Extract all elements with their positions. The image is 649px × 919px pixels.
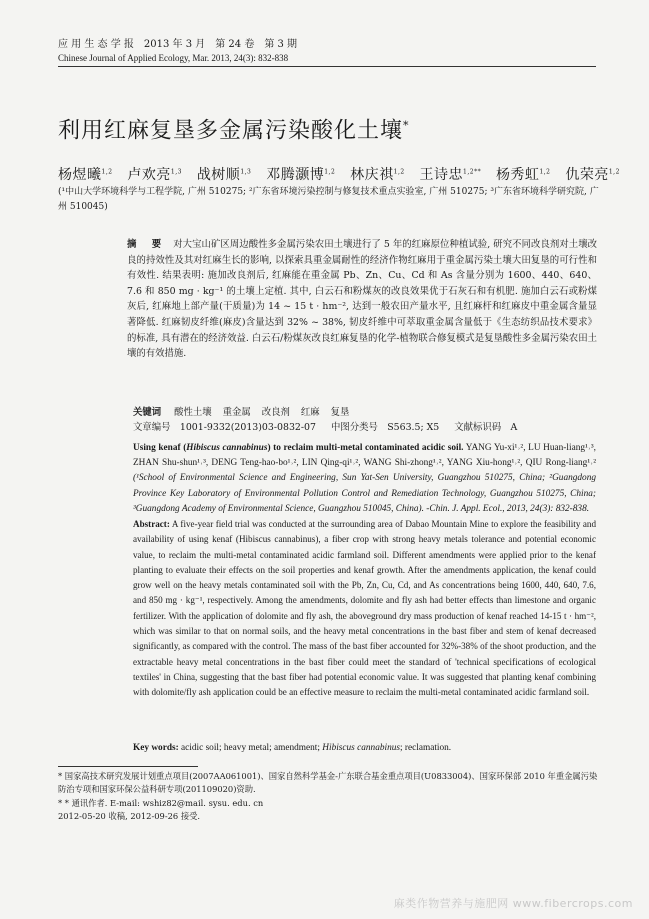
keyword: 复垦 xyxy=(330,407,350,418)
journal-header-en: Chinese Journal of Applied Ecology, Mar. 2013, 24(3): 832-838 xyxy=(58,53,289,63)
abstract-en-text: A five-year field trial was conducted at the surrounding area of Dabao Mountain Mine to explore the feasibility and availability of using kenaf (Hibiscus cannabinus), a fiber crop with strong heavy metals tolerance and potential economic value, to reclaim the multi-metal contaminated acidic farmland soil. Different amendments were applied prior to the kenaf planting to evaluate their effects on the soil properties and kenaf growth. After the amendments application, the kenaf could grow well on the heavy metals contaminated soil with the Pb, Zn, Cu, Cd, and As concentrations being 1600, 440, 640, 7.6, and 850 mg · kg⁻¹, respectively. Among the amendments, dolomite and fly ash had better effects than limestone and organic fertilizer. With the application of dolomite and fly ash, the aboveground dry mass production of kenaf reached 14-15 t · hm⁻², which was similar to that on normal soils, and the heavy metal concentrations in the bast fiber and stem of kenaf decreased significantly, as compared with the control. The mass of the bast fiber accounted for 32%-38% of the shoot production, and the extractable heavy metal concentrations in the bast fiber could meet the standard of 'technical specifications of ecological textiles' in China, suggesting that the bast fiber had potential economic value. It was suggested that planting kenaf combining with dolomite/fly ash application could be an effective measure to reclaim the multi-metal contaminated acidic farmland soil. xyxy=(133,519,596,698)
keywords-zh-label: 关键词 xyxy=(133,407,162,418)
author: 卢欢亮$^{1,3}$ xyxy=(127,166,182,183)
keywords-en: Key words: acidic soil; heavy metal; amendment; Hibiscus cannabinus; reclamation. xyxy=(133,743,452,753)
author-list xyxy=(58,163,620,184)
title-footnote-mark: * xyxy=(403,119,410,132)
clc-number: 中图分类号 S563.5; X5 xyxy=(330,422,440,433)
keyword: 酸性土壤 xyxy=(174,407,212,418)
corresponding-author-note: * * 通讯作者. E-mail: wshiz82@mail. sysu. edu. cn xyxy=(58,797,264,808)
watermark: 麻类作物营养与施肥网 www.fibercrops.com xyxy=(393,897,633,910)
received-accepted-dates: 2012-05-20 收稿, 2012-09-26 接受. xyxy=(58,811,201,822)
footnotes xyxy=(58,770,598,824)
author: 杨秀虹$^{1,2}$ xyxy=(495,166,551,183)
author: 仇荣亮$^{1,2}$ xyxy=(565,166,620,183)
journal-header-zh: 应 用 生 态 学 报 2013 年 3 月 第 24 卷 第 3 期 xyxy=(58,39,298,50)
keywords-zh xyxy=(133,405,357,420)
keyword-species: Hibiscus cannabinus xyxy=(322,743,400,753)
english-affiliations: (¹School of Environmental Science and Engineering, Sun Yat-Sen University, Guangzhou 510275, China; ²Guangdong Province Key Laboratory of Environmental Pollution Control and Remediation Technology, Guangzhou 510275, China; ³Guangdong Academy of Environmental Science, Guangzhou 510045, China). xyxy=(133,473,596,514)
title-text: 利用红麻复垦多金属污染酸化土壤 xyxy=(58,118,404,144)
keyword: 红麻 xyxy=(300,407,320,418)
author: 林庆祺$^{1,2}$ xyxy=(350,166,405,183)
abstract-en-label: Abstract: xyxy=(133,519,170,529)
abstract-zh-label: 摘 要 xyxy=(127,239,168,250)
author: 邓腾灏博$^{1,2}$ xyxy=(266,166,336,183)
keyword: 改良剂 xyxy=(261,407,290,418)
english-title: Using kenaf (Hibiscus cannabinus) to reclaim multi-metal contaminated acidic soil. xyxy=(133,443,464,453)
document-code: 文献标识码 A xyxy=(454,422,518,433)
english-citation-block xyxy=(133,441,596,517)
article-number: 文章编号 1001-9332(2013)03-0832-07 xyxy=(133,422,316,433)
abstract-zh-text: 对大宝山矿区周边酸性多金属污染农田土壤进行了 5 年的红麻原位种植试验, 研究不同改良剂对土壤改良的持效性及其对红麻生长的影响, 以探索具重金属耐性的经济作物红麻用于重金属污染土壤大田复垦的可行性和有效性. 结果表明: 施加改良剂后, 红麻能在重金属 Pb、Zn、Cu、Cd 和 As 含量分别为 1600、440、640、7.6 和 850 mg · kg⁻¹ 的土壤上定植. 其中, 白云石和粉煤灰的改良效果优于石灰石和有机肥. 施加白云石或粉煤灰后, 红麻地上部产量(干质量)为 14 ~ 15 t · hm⁻², 达到一般农田产量水平, 且红麻杆和红麻皮中重金属含量显著降低. 红麻韧皮纤维(麻皮)含量达到 32% ~ 38%, 韧皮纤维中可萃取重金属含量低于《生态纺织品技术要求》的标准, 具有潜在的经济效益. 白云石/粉煤灰改良红麻复垦的化学-植物联合修复模式是复垦酸性多金属污染农田土壤的有效措施. xyxy=(127,239,598,360)
english-citation: -Chin. J. Appl. Ecol., 2013, 24(3): 832-838. xyxy=(426,503,590,514)
author: 杨煜曦$^{1,2}$ xyxy=(58,166,113,183)
header-rule xyxy=(58,66,596,67)
abstract-zh xyxy=(127,237,597,362)
author: 王诗忠$^{1,2**}$ xyxy=(419,166,482,183)
abstract-en xyxy=(133,517,596,701)
footnote-rule xyxy=(58,766,198,767)
document-info xyxy=(133,420,529,435)
affiliations-zh: (¹中山大学环境科学与工程学院, 广州 510275; ²广东省环境污染控制与修复技术重点实验室, 广州 510275; ³广东省环境科学研究院, 广州 510045) xyxy=(58,187,599,212)
author: 战树顺$^{1,3}$ xyxy=(196,166,252,183)
funding-note: * 国家高技术研究发展计划重点项目(2007AA061001)、国家自然科学基金-广东联合基金重点项目(U0833004)、国家环保部 2010 年重金属污染防治专项和国家环保公益科研专项(201109020)资助. xyxy=(58,771,598,795)
keywords-en-label: Key words: xyxy=(133,743,179,753)
paper-title xyxy=(58,112,410,145)
keyword: 重金属 xyxy=(222,407,251,418)
english-authors: YANG Yu-xi¹˒², LU Huan-liang¹˒³, ZHAN Shu-shun¹˒³, DENG Teng-hao-bo¹˒², LIN Qing-qi¹˒², WANG Shi-zhong¹˒², YANG Xiu-hong¹˒², QIU Rong-liang¹˒² xyxy=(133,443,596,469)
